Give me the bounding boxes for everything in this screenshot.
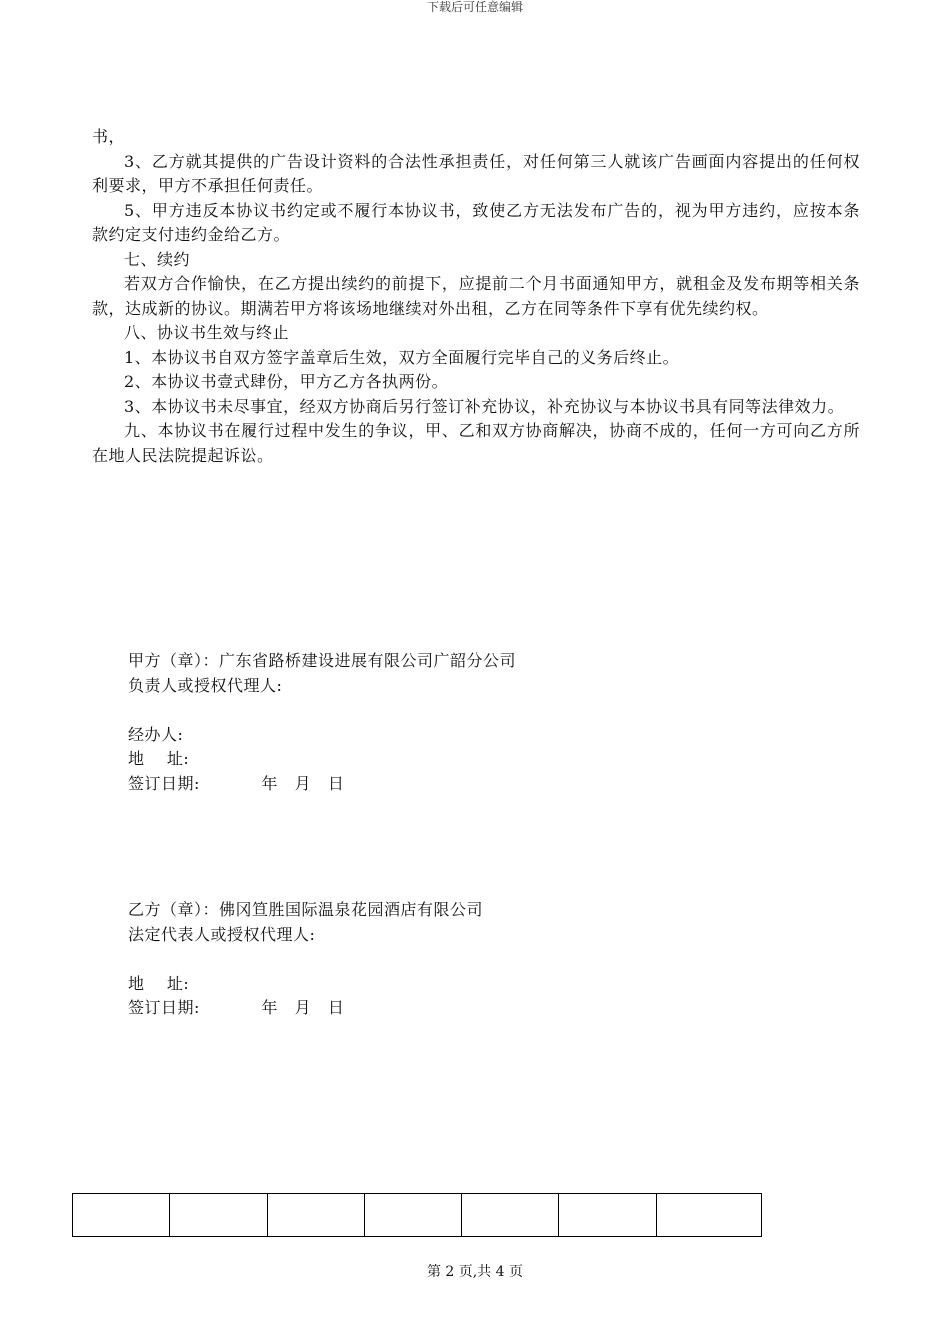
party-b-representative: 法定代表人或授权代理人:	[128, 924, 316, 944]
party-a-sign-date: 签订日期: 年 月 日	[128, 773, 345, 793]
table-cell	[462, 1194, 559, 1237]
party-a-handler: 经办人:	[128, 724, 184, 744]
party-a-signature-block	[128, 649, 516, 796]
table-cell	[364, 1194, 461, 1237]
empty-footer-table	[72, 1193, 762, 1237]
party-b-signature-block	[128, 898, 483, 1021]
table-cell	[656, 1194, 761, 1237]
paragraph: 3、乙方就其提供的广告设计资料的合法性承担责任，对任何第三人就该广告画面内容提出的任何权利要求，甲方不承担任何责任。	[92, 151, 860, 195]
spacer	[128, 698, 516, 723]
spacer	[128, 947, 483, 972]
page-number: 第 2 页,共 4 页	[426, 1264, 524, 1280]
party-b-sign-date: 签订日期: 年 月 日	[128, 998, 345, 1017]
paragraph: 若双方合作愉快，在乙方提出续约的前提下，应提前二个月书面通知甲方，就租金及发布期等相关条款，达成新的协议。期满若甲方将该场地继续对外出租，乙方在同等条件下享有优先续约权。	[92, 274, 860, 318]
section-heading: 八、协议书生效与终止	[124, 323, 290, 342]
table-cell	[73, 1194, 170, 1237]
table-cell	[559, 1194, 656, 1237]
party-a-address: 地 址:	[128, 749, 190, 768]
table-row	[73, 1194, 762, 1237]
paragraph: 书，	[92, 127, 126, 146]
party-a-name: 甲方（章）：广东省路桥建设进展有限公司广韶分公司	[128, 651, 517, 670]
party-a-representative: 负责人或授权代理人:	[128, 675, 283, 695]
paragraph: 1、本协议书自双方签字盖章后生效，双方全面履行完毕自己的义务后终止。	[124, 347, 680, 367]
contract-body	[92, 125, 860, 468]
paragraph: 九、本协议书在履行过程中发生的争议，甲、乙和双方协商解决，协商不成的，任何一方可向乙方所在地人民法院提起诉讼。	[92, 421, 860, 465]
page-header: 下载后可任意编辑	[426, 0, 523, 14]
section-heading: 七、续约	[124, 249, 191, 269]
paragraph: 3、本协议书未尽事宜，经双方协商后另行签订补充协议，补充协议与本协议书具有同等法律效力。	[124, 396, 845, 416]
table-cell	[170, 1194, 267, 1237]
party-b-name: 乙方（章）：佛冈笪胜国际温泉花园酒店有限公司	[128, 900, 484, 919]
paragraph: 2、本协议书壹式肆份，甲方乙方各执两份。	[124, 372, 449, 391]
paragraph: 5、甲方违反本协议书约定或不履行本协议书，致使乙方无法发布广告的，视为甲方违约，应按本条款约定支付违约金给乙方。	[92, 200, 860, 244]
table-cell	[267, 1194, 364, 1237]
party-b-address: 地 址:	[128, 973, 190, 993]
